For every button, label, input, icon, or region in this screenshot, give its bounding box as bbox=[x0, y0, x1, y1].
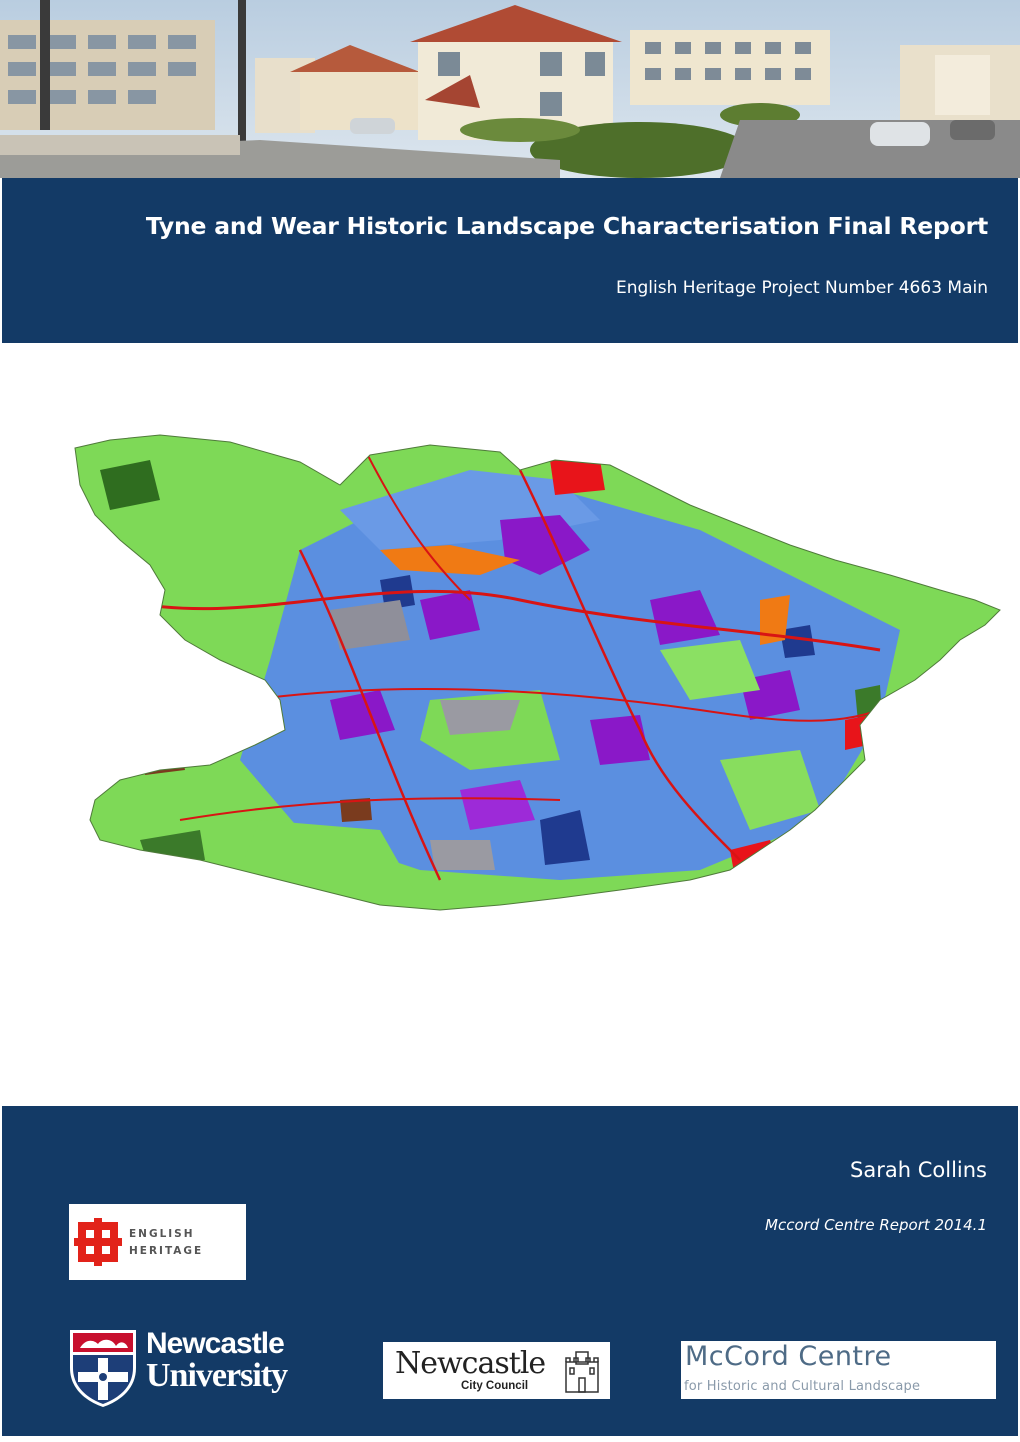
council-logo-line2: City Council bbox=[461, 1380, 529, 1392]
report-number: Mccord Centre Report 2014.1 bbox=[765, 1216, 987, 1234]
cover-photo bbox=[0, 0, 1020, 178]
university-logo-line2: University bbox=[146, 1357, 288, 1394]
eh-logo-line2: HERITAGE bbox=[129, 1245, 204, 1257]
author-banner bbox=[2, 1106, 1018, 1436]
university-logo-line1: Newcastle bbox=[146, 1327, 284, 1360]
document-subtitle: English Heritage Project Number 4663 Main bbox=[616, 278, 988, 298]
castle-icon bbox=[562, 1348, 602, 1394]
english-heritage-logo bbox=[69, 1204, 246, 1280]
newcastle-city-council-logo bbox=[383, 1342, 610, 1399]
document-title: Tyne and Wear Historic Landscape Characterisation Final Report bbox=[145, 212, 988, 240]
mccord-logo-line2: for Historic and Cultural Landscape bbox=[684, 1379, 921, 1394]
council-logo-line1: Newcastle bbox=[395, 1346, 546, 1381]
mccord-centre-logo bbox=[681, 1341, 996, 1399]
portcullis-icon bbox=[74, 1218, 122, 1266]
university-shield-icon bbox=[68, 1328, 138, 1408]
hlc-map-image-icon bbox=[0, 400, 1020, 960]
hlc-map bbox=[0, 400, 1020, 960]
author-name: Sarah Collins bbox=[850, 1158, 987, 1182]
newcastle-university-logo bbox=[68, 1328, 318, 1408]
eh-logo-line1: ENGLISH bbox=[129, 1228, 195, 1240]
title-banner bbox=[2, 178, 1018, 343]
mccord-logo-line1: McCord Centre bbox=[685, 1341, 892, 1372]
street-photo-icon bbox=[0, 0, 1020, 178]
